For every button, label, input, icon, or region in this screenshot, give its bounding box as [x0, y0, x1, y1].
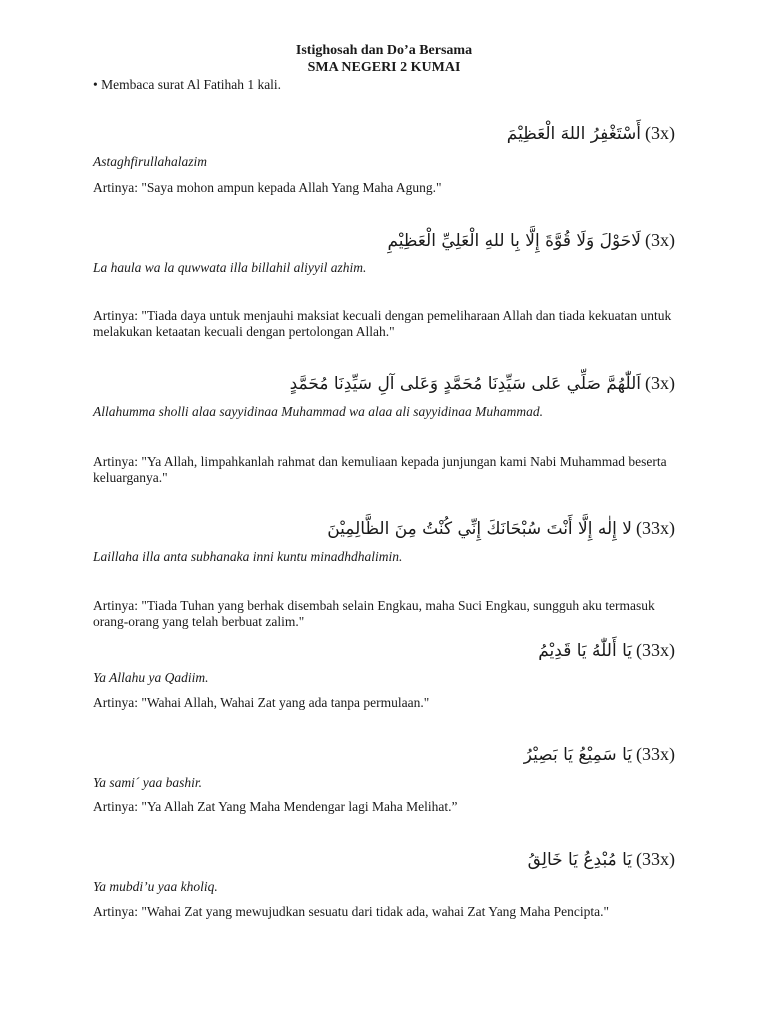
prayer-5-meaning: Artinya: "Wahai Allah, Wahai Zat yang ada tanpa permulaan." [93, 695, 430, 710]
prayer-3-meaning: Artinya: "Ya Allah, limpahkanlah rahmat dan kemuliaan kepada junjungan kami Nabi Muhammad beserta keluarganya." [93, 454, 667, 485]
prayer-6-count: (33x) [636, 744, 675, 764]
prayer-4-count: (33x) [636, 518, 675, 538]
prayer-5-transliteration: Ya Allahu ya Qadiim. [93, 670, 209, 685]
prayer-2-transliteration: La haula wa la quwwata illa billahil aliyyil azhim. [93, 260, 367, 275]
prayer-2-meaning: Artinya: "Tiada daya untuk menjauhi maksiat kecuali dengan pemeliharaan Allah dan tiada kekuatan untuk melakukan ketaatan kecuali dengan pertolongan Allah." [93, 308, 672, 339]
prayer-3-count: (3x) [645, 373, 675, 393]
prayer-7-meaning: Artinya: "Wahai Zat yang mewujudkan sesuatu dari tidak ada, wahai Zat Yang Maha Pencipta." [93, 904, 610, 919]
prayer-5-count: (33x) [636, 640, 675, 660]
prayer-3-transliteration: Allahumma sholli alaa sayyidinaa Muhammad wa alaa ali sayyidinaa Muhammad. [93, 404, 543, 419]
prayer-4-arabic [327, 515, 675, 542]
prayer-7-arabic [528, 846, 675, 873]
prayer-6-transliteration: Ya sami´ yaa bashir. [93, 775, 203, 790]
prayer-2-arabic-text: لَاحَوْلَ وَلَا قُوَّةَ إِلَّا بِا للهِ الْعَلِيِّ الْعَظِيْمِ [387, 231, 641, 251]
prayer-4-meaning: Artinya: "Tiada Tuhan yang berhak disembah selain Engkau, maha Suci Engkau, sungguh aku termasuk orang-orang yang telah berbuat zalim." [93, 598, 655, 629]
prayer-3-arabic [290, 370, 675, 397]
prayer-7-transliteration: Ya mubdi’u yaa kholiq. [93, 879, 218, 894]
prayer-5-arabic-text: يَا أَللّٰهُ يَا قَدِيْمُ [538, 641, 632, 661]
prayer-1-arabic-text: أَسْتَغْفِرُ اللهَ الْعَظِيْمَ [506, 124, 641, 144]
prayer-6-arabic-text: يَا سَمِيْعُ يَا بَصِيْرُ [523, 745, 632, 765]
prayer-1-meaning: Artinya: "Saya mohon ampun kepada Allah Yang Maha Agung." [93, 180, 442, 195]
prayer-1-transliteration: Astaghfirullahalazim [93, 154, 208, 169]
prayer-1-count: (3x) [645, 123, 675, 143]
prayer-6-arabic [524, 741, 675, 768]
document-title: Istighosah dan Do’a Bersama [295, 43, 473, 58]
document-subtitle: SMA NEGERI 2 KUMAI [307, 60, 461, 75]
prayer-2-count: (3x) [645, 230, 675, 250]
prayer-2-arabic [387, 227, 675, 254]
prayer-6-meaning: Artinya: "Ya Allah Zat Yang Maha Mendengar lagi Maha Melihat.” [93, 799, 458, 814]
prayer-4-transliteration: Laillaha illa anta subhanaka inni kuntu minadhdhalimin. [93, 549, 403, 564]
intro-instruction: • Membaca surat Al Fatihah 1 kali. [93, 77, 282, 92]
prayer-7-arabic-text: يَا مُبْدِعُ يَا خَالِقُ [527, 850, 632, 870]
prayer-1-arabic [507, 120, 675, 147]
prayer-4-arabic-text: لا إِلٰه إِلَّا أَنْتَ سُبْحَانَكَ إِنِّي كُنْتُ مِنَ الظَّالِمِيْنَ [327, 519, 632, 539]
prayer-7-count: (33x) [636, 849, 675, 869]
prayer-5-arabic [538, 637, 675, 664]
prayer-3-arabic-text: اَللّٰهُمَّ صَلِّي عَلى سَيِّدِنَا مُحَمَّدٍ وَعَلى آلِ سَيِّدِنَا مُحَمَّدٍ [289, 374, 641, 394]
